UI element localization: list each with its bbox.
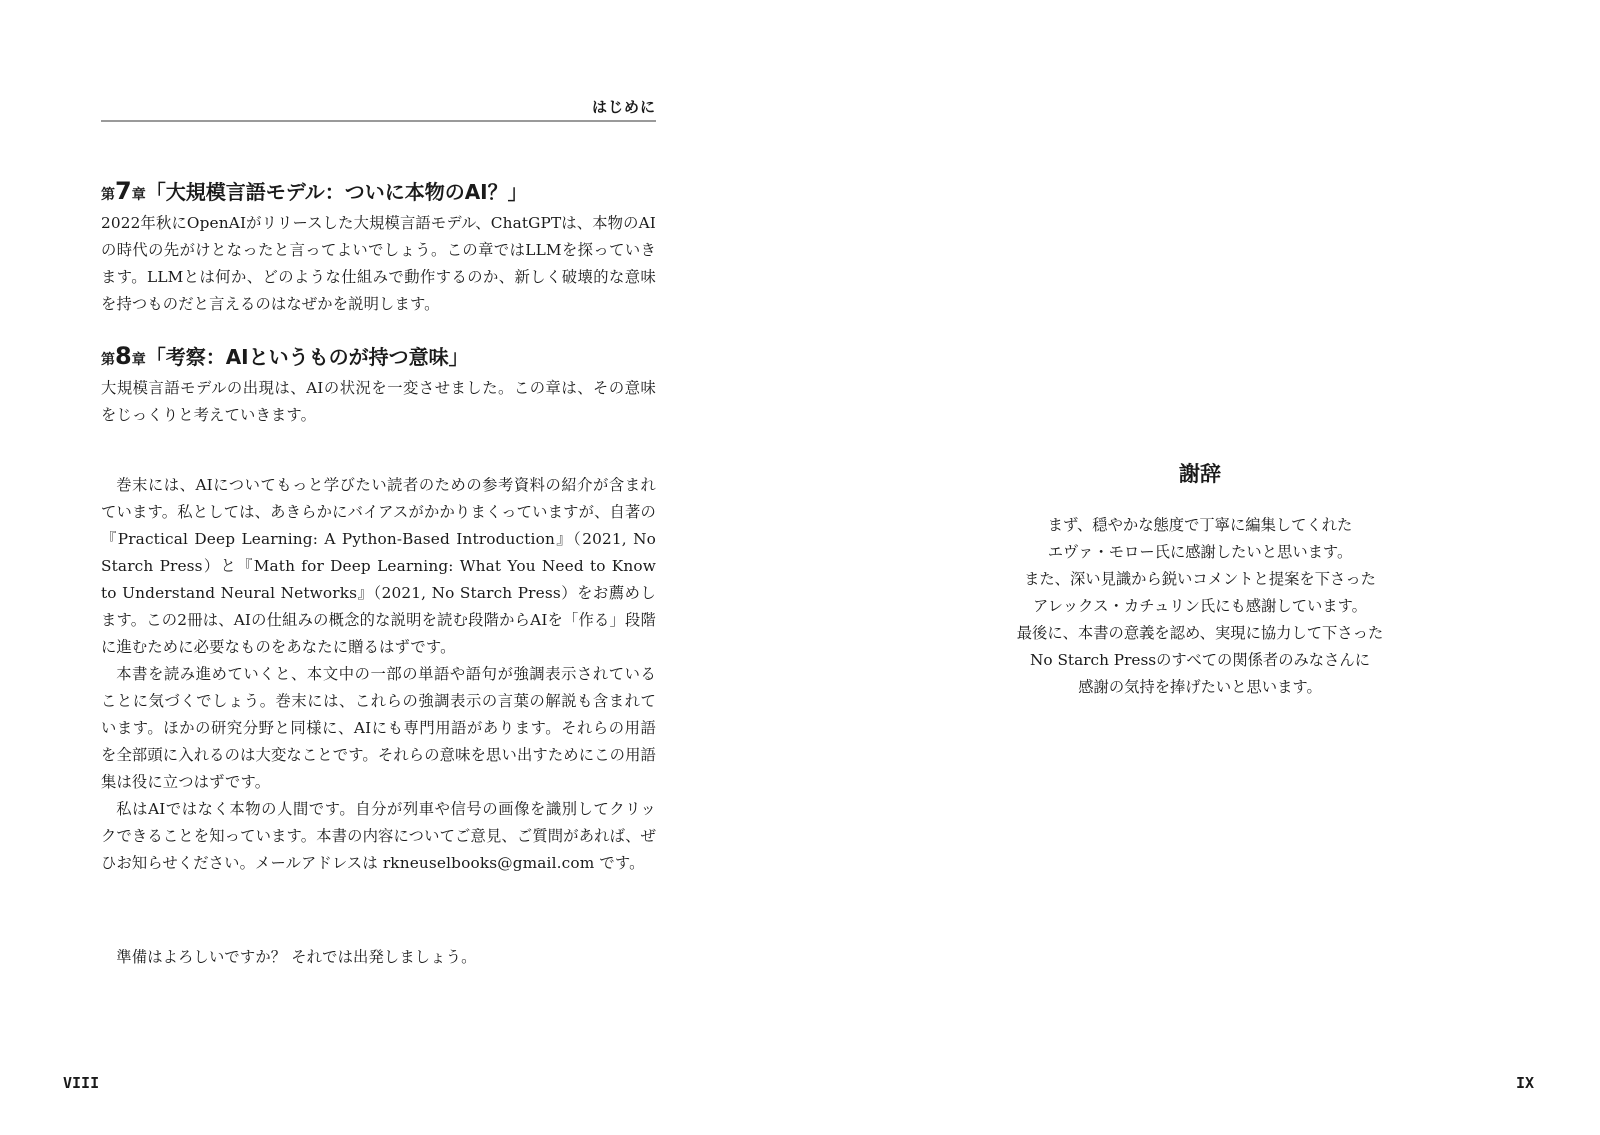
closing-section [101,944,656,971]
acknowledgments-body [800,512,1600,701]
intro-body [101,472,656,877]
ack-line: また、深い見識から鋭いコメントと提案を下さった [1024,570,1376,588]
folio-right: IX [1515,1074,1534,1092]
ack-line: まず、穏やかな態度で丁寧に編集してくれた [1047,516,1353,534]
chapter-7-heading [101,176,656,210]
running-head-title: はじめに [591,98,656,116]
ack-line: アレックス・カチュリン氏にも感謝しています。 [1033,597,1367,615]
chapter-prefix: 第 [101,352,115,368]
running-head [101,96,656,122]
chapter-number: 7 [115,177,132,205]
chapter-suffix: 章 [131,187,146,203]
folio-left: VIII [63,1074,100,1092]
ack-line: 最後に、本書の意義を認め、実現に協力して下さった [1016,624,1384,642]
chapter-prefix: 第 [101,187,115,203]
chapter-title: 「大規模言語モデル：ついに本物のAI？」 [145,180,528,204]
chapter-title: 「考察：AIというものが持つ意味」 [145,345,469,369]
ack-line: 感謝の気持を捧げたいと思います。 [1078,678,1322,696]
chapter-8-body: 大規模言語モデルの出現は、AIの状況を一変させました。この章は、その意味をじっくりと考えていきます。 [101,379,656,424]
paragraph-glossary: 本書を読み進めていくと、本文中の一部の単語や語句が強調表示されていることに気づくでしょう。巻末には、これらの強調表示の言葉の解説も含まれています。ほかの研究分野と同様に、AIにも専門用語があります。それらの用語を全部頭に入れるのは大変なことです。それらの意味を思い出すためにこの用語集は役に立つはずです。 [101,665,656,791]
chapter-suffix: 章 [131,352,146,368]
ack-line: No Starch Pressのすべての関係者のみなさんに [1029,651,1370,669]
chapter-7-section [101,176,656,318]
chapter-7-body: 2022年秋にOpenAIがリリースした大規模言語モデル、ChatGPTは、本物のAIの時代の先がけとなったと言ってよいでしょう。この章ではLLMを探っていきます。LLMとは何か、どのような仕組みで動作するのか、新しく破壊的な意味を持つものだと言えるのはなぜかを説明します。 [101,214,656,313]
chapter-8-section [101,341,656,429]
paragraph-contact: 私はAIではなく本物の人間です。自分が列車や信号の画像を識別してクリックできることを知っています。本書の内容についてご意見、ご質問があれば、ぜひお知らせください。メールアドレスは rkneuselbooks@gmail.com です。 [101,800,656,872]
acknowledgments-title: 謝辞 [1179,462,1221,486]
closing-line: 準備はよろしいですか？ それでは出発しましょう。 [116,948,477,966]
right-page [800,0,1600,1135]
ack-line: エヴァ・モロー氏に感謝したいと思います。 [1047,543,1353,561]
chapter-8-heading [101,341,656,375]
chapter-number: 8 [115,342,132,370]
paragraph-references: 巻末には、AIについてもっと学びたい読者のための参考資料の紹介が含まれています。私としては、あきらかにバイアスがかかりまくっていますが、自著の『Practical Deep Learning: A Python-Based Introduction』（2021, No Starch Press）と『Math for Deep Learning: What You Need to Know to Understand Neural Networks』（2021, No Starch Press）をお薦めします。この2冊は、AIの仕組みの概念的な説明を読む段階からAIを「作る」段階に進むために必要なものをあなたに贈るはずです。 [101,476,656,656]
